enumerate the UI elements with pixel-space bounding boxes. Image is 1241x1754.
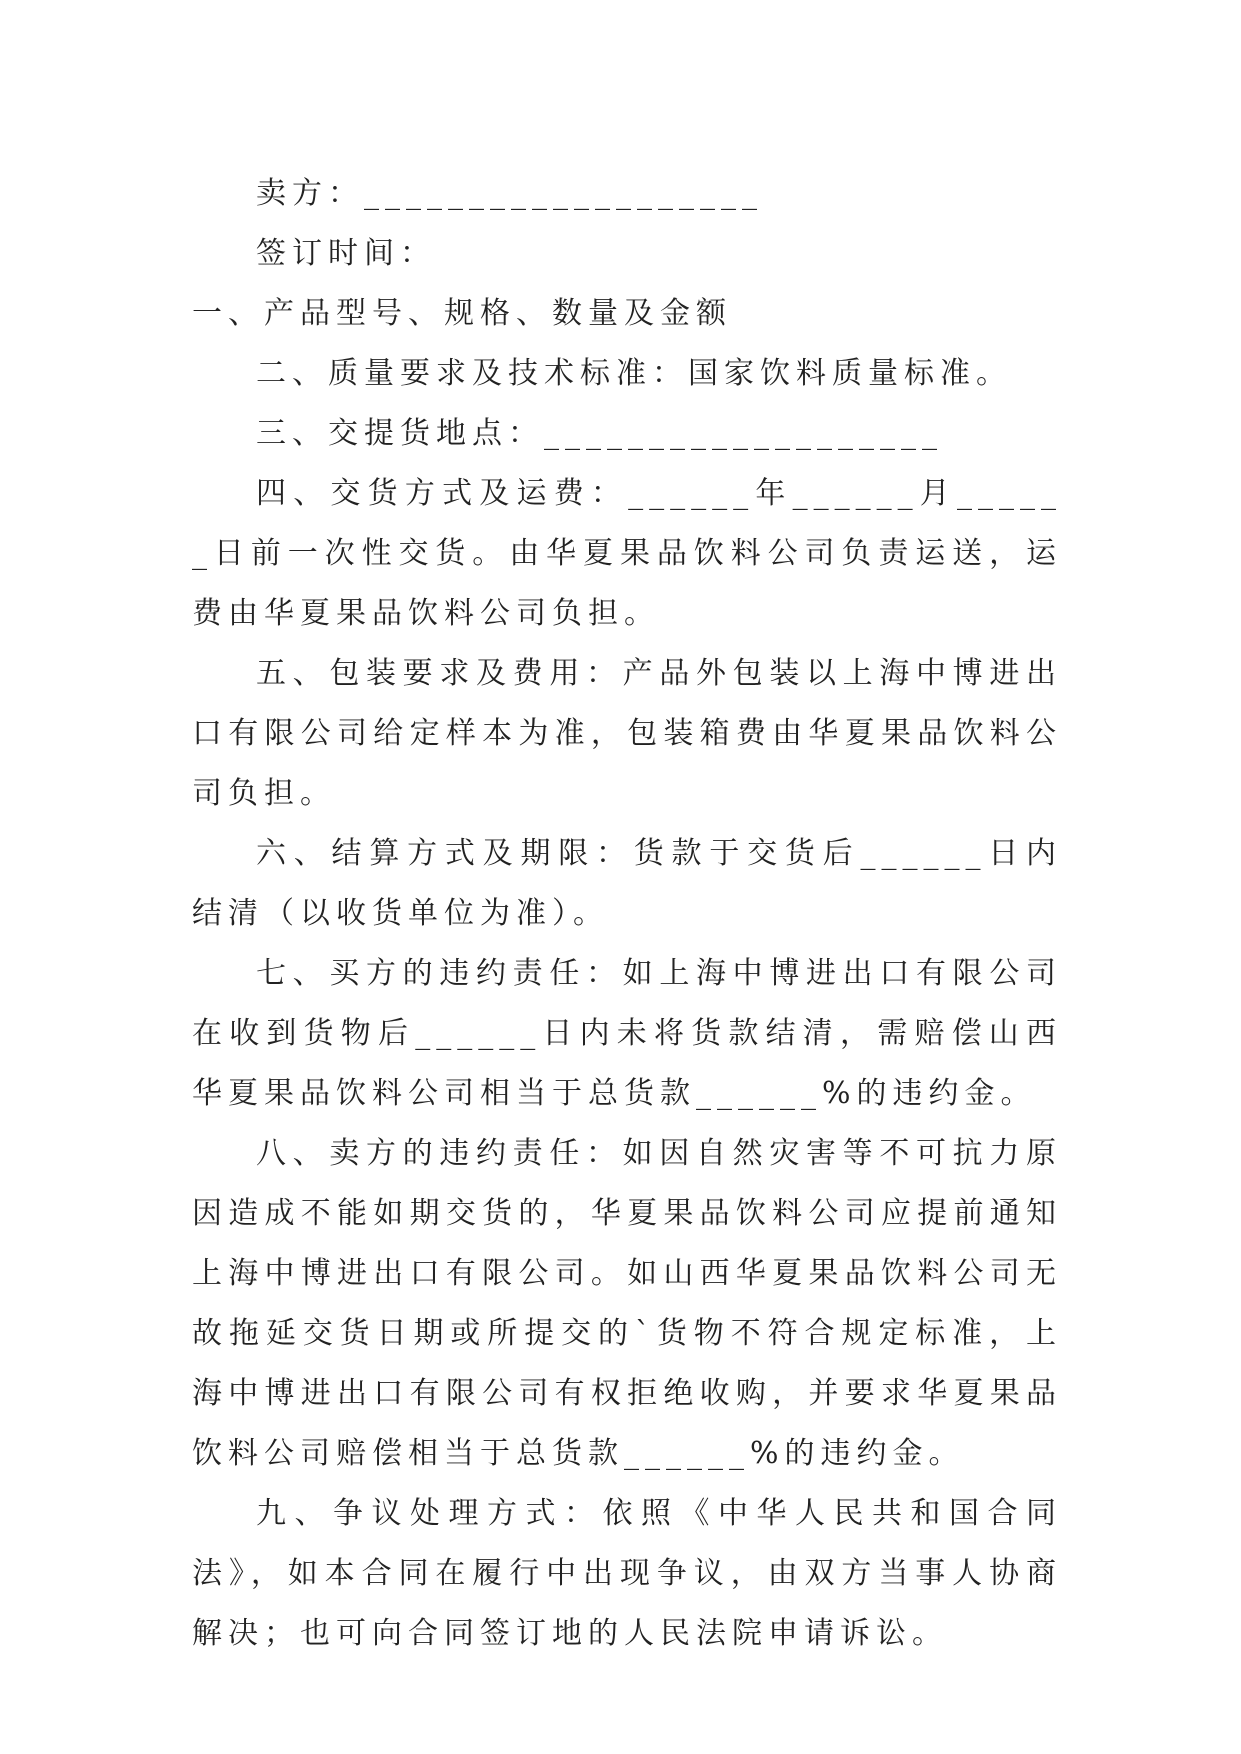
clause-5-packaging: 五、包装要求及费用：产品外包装以上海中博进出口有限公司给定样本为准，包装箱费由华夏果品饮料公司负担。 — [192, 656, 1062, 811]
clause-6-settlement: 六、结算方式及期限：货款于交货后______日内结清（以收货单位为准）。 — [192, 836, 1062, 931]
signing-time-line: 签订时间： — [256, 236, 436, 271]
seller-line: 卖方：___________________ — [256, 176, 763, 211]
clause-1-product: 一、产品型号、规格、数量及金额 — [192, 296, 732, 331]
clause-9-dispute: 九、争议处理方式：依照《中华人民共和国合同法》，如本合同在履行中出现争议，由双方当事人协商解决；也可向合同签订地的人民法院申请诉讼。 — [192, 1496, 1062, 1651]
clause-3-delivery-place: 三、交提货地点：___________________ — [256, 416, 943, 451]
document-body — [192, 164, 1062, 1664]
clause-2-quality: 二、质量要求及技术标准：国家饮料质量标准。 — [256, 356, 1012, 391]
clause-7-buyer-liability: 七、买方的违约责任：如上海中博进出口有限公司在收到货物后______日内未将货款结清，需赔偿山西华夏果品饮料公司相当于总货款______%的违约金。 — [192, 956, 1062, 1111]
clause-8-seller-liability: 八、卖方的违约责任：如因自然灾害等不可抗力原因造成不能如期交货的，华夏果品饮料公司应提前通知上海中博进出口有限公司。如山西华夏果品饮料公司无故拖延交货日期或所提交的`货物不符合规定标准，上海中博进出口有限公司有权拒绝收购，并要求华夏果品饮料公司赔偿相当于总货款______%的违约金。 — [192, 1136, 1062, 1471]
clause-4-delivery-method: 四、交货方式及运费：______年______月______日前一次性交货。由华夏果品饮料公司负责运送，运费由华夏果品饮料公司负担。 — [192, 476, 1062, 631]
